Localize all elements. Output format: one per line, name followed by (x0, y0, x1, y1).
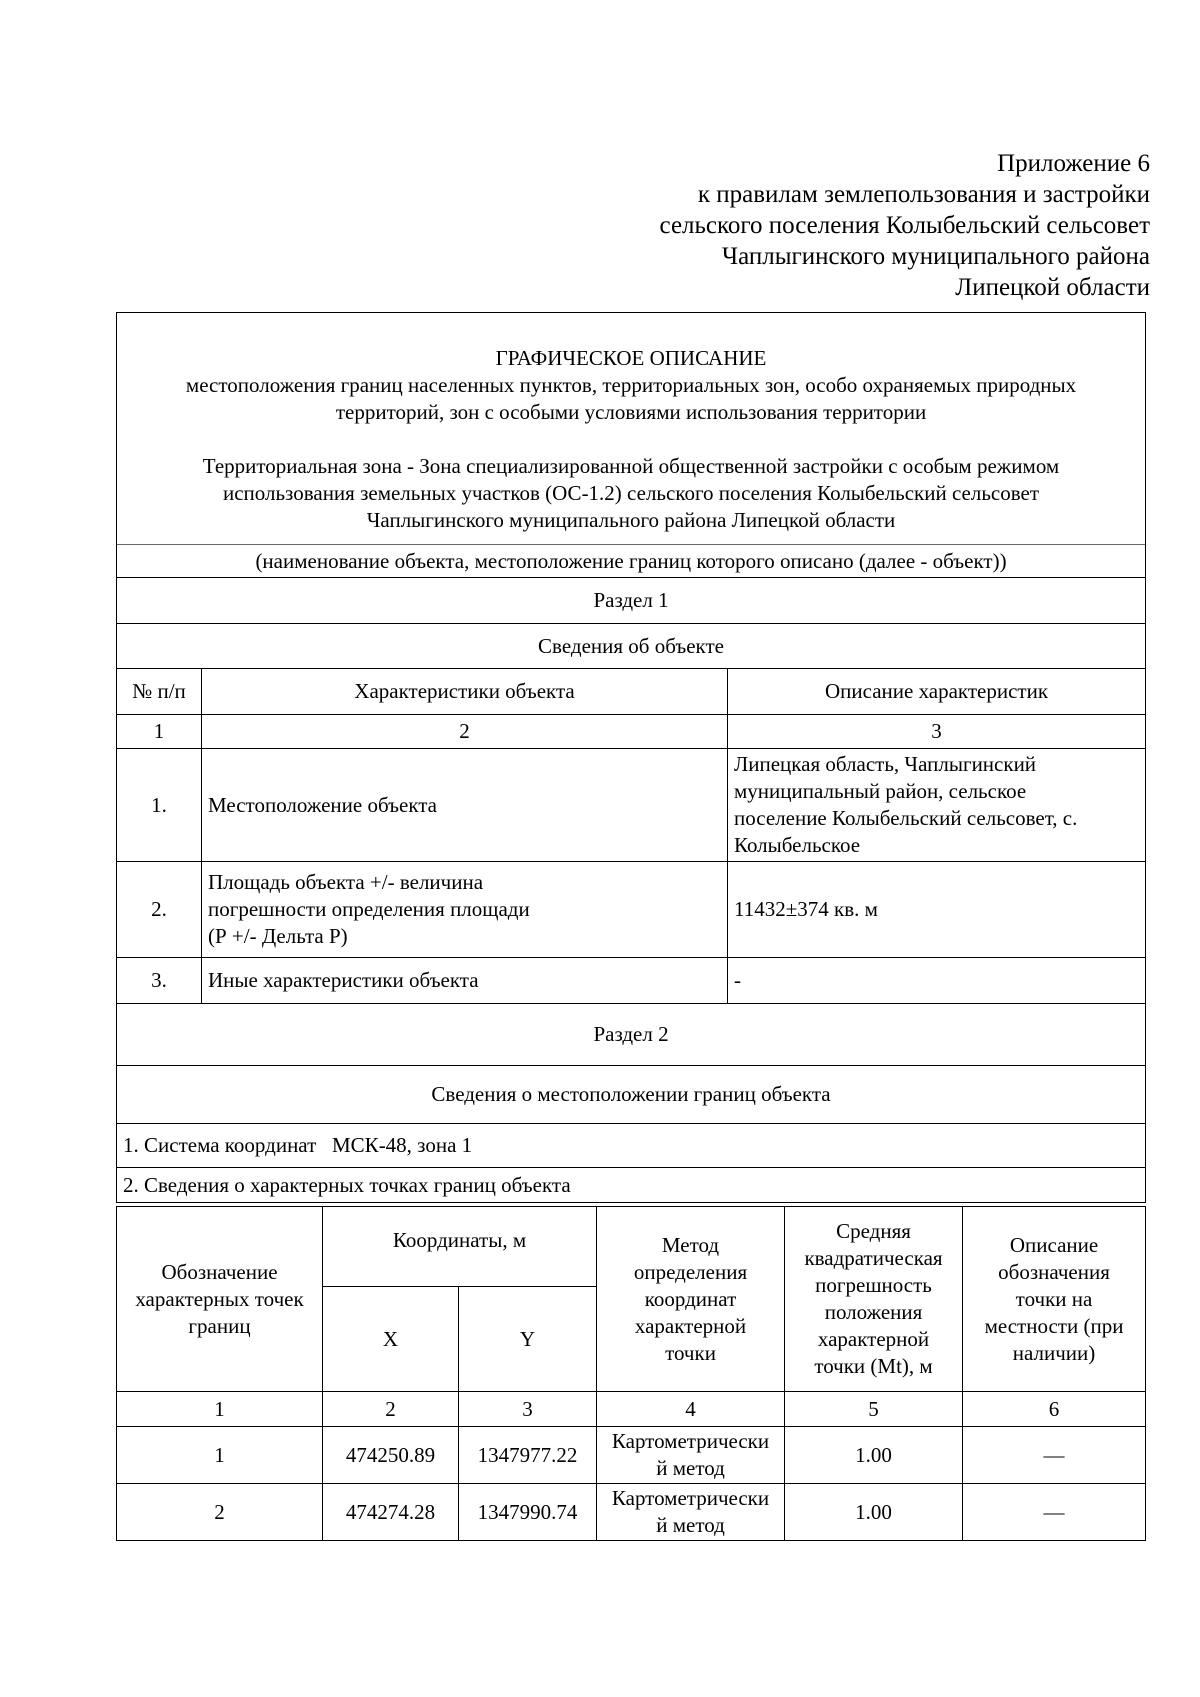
header-line: характерной (817, 1327, 930, 1351)
appendix-line: к правилам землепользования и застройки (697, 181, 1150, 208)
header-line: Обозначение (161, 1259, 278, 1284)
column-number: 5 (785, 1392, 963, 1427)
section2-subtitle: Сведения о местоположении границ объекта (117, 1066, 1146, 1124)
column-header-point (117, 1207, 323, 1392)
header-line: определения (633, 1259, 748, 1284)
point-id: 1 (117, 1427, 323, 1484)
document-subtitle-line: местоположения границ населенных пунктов, территориальных зон, особо охраняемых природных (185, 373, 1077, 397)
column-header-accuracy (785, 1207, 963, 1392)
column-header-method (597, 1207, 785, 1392)
header-line: Метод (661, 1232, 720, 1257)
header-line: координат (644, 1286, 737, 1311)
column-header-num: № п/п (117, 669, 202, 715)
column-number: 2 (323, 1392, 459, 1427)
column-header-characteristic: Характеристики объекта (202, 669, 728, 715)
point-description: — (963, 1427, 1146, 1484)
appendix-line: Чаплыгинского муниципального района (721, 243, 1150, 270)
header-line: Описание (1009, 1232, 1099, 1257)
section1-title: Раздел 1 (117, 578, 1146, 624)
header-line: границ (188, 1313, 251, 1338)
row-number: 2. (117, 862, 202, 958)
point-y: 1347990.74 (459, 1484, 597, 1541)
document-title: ГРАФИЧЕСКОЕ ОПИСАНИЕ (495, 346, 767, 370)
header-line: наличии) (1012, 1340, 1096, 1365)
column-header-point-description (963, 1207, 1146, 1392)
method-line: й метод (656, 1513, 725, 1537)
table-row (117, 1427, 1146, 1484)
table-row (117, 1484, 1146, 1541)
header-line: точки на (1015, 1286, 1093, 1311)
description-line: поселение Колыбельский сельсовет, с. (734, 806, 1078, 830)
table-row (117, 958, 1146, 1004)
characteristic-line: (Р +/- Дельта Р) (208, 924, 348, 948)
table-row (117, 862, 1146, 958)
points-table (116, 1206, 1146, 1541)
point-method (597, 1427, 785, 1484)
description-cell (728, 749, 1146, 862)
characteristic-line: Площадь объекта +/- величина (208, 870, 484, 894)
column-header-description: Описание характеристик (728, 669, 1146, 715)
description-line: Колыбельское (734, 833, 861, 857)
header-line: обозначения (998, 1259, 1110, 1284)
header-line: точки (665, 1340, 716, 1365)
appendix-line: Приложение 6 (997, 150, 1150, 177)
zone-name-line: использования земельных участков (ОС-1.2) сельского поселения Колыбельский сельсовет (222, 481, 1040, 505)
section1-subtitle: Сведения об объекте (117, 624, 1146, 669)
appendix-header (450, 148, 1150, 303)
header-line: квадратическая (804, 1246, 943, 1270)
section2-title: Раздел 2 (117, 1004, 1146, 1066)
appendix-line: Липецкой области (955, 274, 1150, 301)
appendix-line: сельского поселения Колыбельский сельсовет (659, 212, 1150, 239)
characteristic-cell (202, 749, 728, 862)
characteristic-line: Местоположение объекта (208, 792, 438, 817)
description-line: - (734, 968, 741, 992)
description-cell (728, 862, 1146, 958)
row-number: 3. (117, 958, 202, 1004)
coordinate-system: 1. Система координат МСК-48, зона 1 (117, 1124, 1146, 1168)
zone-name-line: Чаплыгинского муниципального района Липецкой области (366, 508, 896, 532)
header-line: положения (824, 1300, 923, 1324)
row-number: 1. (117, 749, 202, 862)
point-y: 1347977.22 (459, 1427, 597, 1484)
document-title-cell (117, 313, 1146, 545)
object-caption: (наименование объекта, местоположение границ которого описано (далее - объект)) (117, 545, 1146, 578)
table-row (117, 749, 1146, 862)
characteristic-line: Иные характеристики объекта (208, 968, 479, 992)
column-header-x: X (323, 1287, 459, 1392)
method-line: Картометрически (611, 1429, 770, 1453)
point-accuracy: 1.00 (785, 1427, 963, 1484)
column-number: 6 (963, 1392, 1146, 1427)
header-line: погрешность (815, 1273, 932, 1297)
header-line: Средняя (836, 1219, 911, 1243)
zone-name-line: Территориальная зона - Зона специализированной общественной застройки с особым режимом (202, 454, 1060, 478)
header-line: характерных точек (135, 1286, 304, 1311)
method-line: й метод (656, 1456, 725, 1480)
column-number: 4 (597, 1392, 785, 1427)
header-line: точки (Mt), м (814, 1354, 933, 1378)
point-accuracy: 1.00 (785, 1484, 963, 1541)
point-description: — (963, 1484, 1146, 1541)
column-number: 1 (117, 715, 202, 749)
document-subtitle-line: территорий, зон с особыми условиями использования территории (335, 400, 927, 424)
column-header-y: Y (459, 1287, 597, 1392)
description-line: 11432±374 кв. м (734, 897, 878, 921)
column-number: 2 (202, 715, 728, 749)
description-line: муниципальный район, сельское (734, 779, 1027, 803)
method-line: Картометрически (611, 1486, 770, 1510)
point-x: 474274.28 (323, 1484, 459, 1541)
column-number: 3 (459, 1392, 597, 1427)
point-id: 2 (117, 1484, 323, 1541)
column-header-coords: Координаты, м (323, 1207, 597, 1287)
column-number: 3 (728, 715, 1146, 749)
header-line: характерной (634, 1313, 747, 1338)
characteristic-cell (202, 862, 728, 958)
description-cell (728, 958, 1146, 1004)
point-x: 474250.89 (323, 1427, 459, 1484)
point-method (597, 1484, 785, 1541)
main-table (116, 312, 1146, 1203)
characteristic-line: погрешности определения площади (208, 897, 530, 921)
characteristic-cell (202, 958, 728, 1004)
points-caption: 2. Сведения о характерных точках границ объекта (117, 1168, 1146, 1203)
description-line: Липецкая область, Чаплыгинский (734, 752, 1037, 776)
column-number: 1 (117, 1392, 323, 1427)
header-line: местности (при (984, 1313, 1124, 1338)
